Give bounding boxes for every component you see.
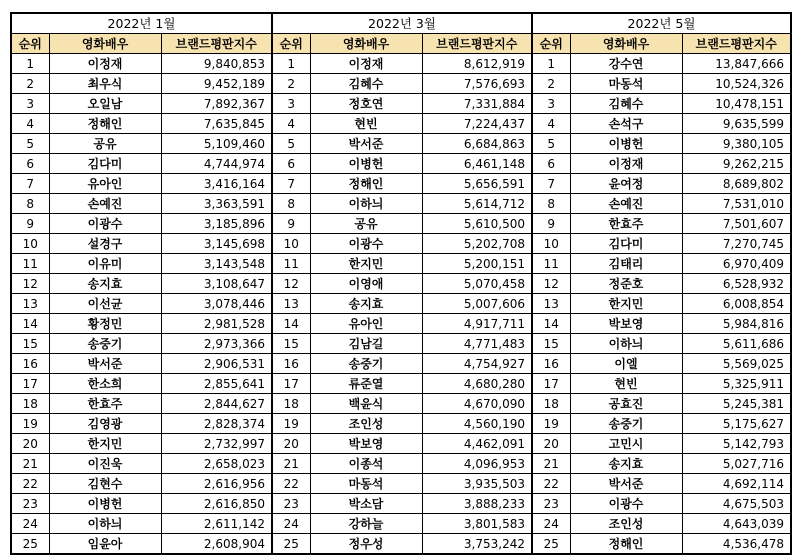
score-cell: 3,801,583 <box>422 514 532 534</box>
actor-name-cell: 이정재 <box>570 154 682 174</box>
actor-name-cell: 오일남 <box>49 94 161 114</box>
rank-cell: 25 <box>11 534 49 555</box>
rank-cell: 25 <box>532 534 570 555</box>
score-cell: 6,461,148 <box>422 154 532 174</box>
rank-cell: 1 <box>272 54 310 74</box>
rank-cell: 1 <box>11 54 49 74</box>
rank-cell: 19 <box>272 414 310 434</box>
rank-cell: 23 <box>532 494 570 514</box>
actor-name-cell: 한지민 <box>49 434 161 454</box>
rank-cell: 17 <box>532 374 570 394</box>
score-cell: 4,917,711 <box>422 314 532 334</box>
actor-name-cell: 윤여정 <box>570 174 682 194</box>
rank-cell: 18 <box>272 394 310 414</box>
actor-name-cell: 정호연 <box>310 94 422 114</box>
table-row <box>11 354 791 374</box>
rank-cell: 25 <box>272 534 310 555</box>
score-cell: 5,175,627 <box>682 414 791 434</box>
score-cell: 2,611,142 <box>161 514 272 534</box>
score-cell: 3,888,233 <box>422 494 532 514</box>
rank-cell: 15 <box>532 334 570 354</box>
actor-name-cell: 한효주 <box>570 214 682 234</box>
table-row <box>11 314 791 334</box>
score-cell: 2,616,956 <box>161 474 272 494</box>
actor-name-cell: 김다미 <box>49 154 161 174</box>
rank-cell: 22 <box>11 474 49 494</box>
score-cell: 4,675,503 <box>682 494 791 514</box>
table-row <box>11 154 791 174</box>
score-cell: 5,610,500 <box>422 214 532 234</box>
score-cell: 9,380,105 <box>682 134 791 154</box>
actor-name-cell: 정해인 <box>49 114 161 134</box>
score-cell: 2,616,850 <box>161 494 272 514</box>
score-cell: 5,984,816 <box>682 314 791 334</box>
column-header-actor: 영화배우 <box>570 34 682 54</box>
score-cell: 6,970,409 <box>682 254 791 274</box>
actor-name-cell: 조인성 <box>310 414 422 434</box>
actor-name-cell: 이선균 <box>49 294 161 314</box>
table-row <box>11 234 791 254</box>
score-cell: 8,612,919 <box>422 54 532 74</box>
table-row <box>11 534 791 555</box>
score-cell: 2,981,528 <box>161 314 272 334</box>
actor-name-cell: 임윤아 <box>49 534 161 555</box>
actor-name-cell: 최우식 <box>49 74 161 94</box>
actor-name-cell: 손예진 <box>570 194 682 214</box>
rank-cell: 10 <box>532 234 570 254</box>
rank-cell: 6 <box>532 154 570 174</box>
score-cell: 2,828,374 <box>161 414 272 434</box>
score-cell: 3,143,548 <box>161 254 272 274</box>
actor-name-cell: 설경구 <box>49 234 161 254</box>
rank-cell: 13 <box>11 294 49 314</box>
period-label: 2022년 1월 <box>11 13 272 34</box>
score-cell: 2,608,904 <box>161 534 272 555</box>
rank-cell: 14 <box>532 314 570 334</box>
score-cell: 5,109,460 <box>161 134 272 154</box>
rank-cell: 8 <box>532 194 570 214</box>
table-row <box>11 374 791 394</box>
actor-name-cell: 박보영 <box>310 434 422 454</box>
rank-cell: 18 <box>532 394 570 414</box>
rank-cell: 18 <box>11 394 49 414</box>
score-cell: 5,142,793 <box>682 434 791 454</box>
rank-cell: 5 <box>532 134 570 154</box>
rank-cell: 7 <box>532 174 570 194</box>
rank-cell: 3 <box>11 94 49 114</box>
rank-cell: 9 <box>272 214 310 234</box>
actor-name-cell: 한지민 <box>570 294 682 314</box>
score-cell: 5,569,025 <box>682 354 791 374</box>
actor-name-cell: 송지효 <box>49 274 161 294</box>
column-header-score: 브랜드평판지수 <box>161 34 272 54</box>
rank-cell: 14 <box>11 314 49 334</box>
score-cell: 3,935,503 <box>422 474 532 494</box>
table-row <box>11 414 791 434</box>
rank-cell: 20 <box>272 434 310 454</box>
table-row <box>11 94 791 114</box>
actor-name-cell: 유아인 <box>49 174 161 194</box>
rank-cell: 4 <box>11 114 49 134</box>
rank-cell: 9 <box>532 214 570 234</box>
table-row <box>11 494 791 514</box>
actor-name-cell: 정준호 <box>570 274 682 294</box>
actor-name-cell: 이정재 <box>310 54 422 74</box>
score-cell: 7,270,745 <box>682 234 791 254</box>
actor-name-cell: 현빈 <box>310 114 422 134</box>
actor-name-cell: 김혜수 <box>310 74 422 94</box>
actor-name-cell: 한효주 <box>49 394 161 414</box>
score-cell: 5,200,151 <box>422 254 532 274</box>
score-cell: 5,614,712 <box>422 194 532 214</box>
actor-name-cell: 류준열 <box>310 374 422 394</box>
actor-name-cell: 이광수 <box>49 214 161 234</box>
actor-name-cell: 김남길 <box>310 334 422 354</box>
rank-cell: 9 <box>11 214 49 234</box>
actor-name-cell: 강수연 <box>570 54 682 74</box>
score-cell: 2,973,366 <box>161 334 272 354</box>
rank-cell: 4 <box>272 114 310 134</box>
score-cell: 2,855,641 <box>161 374 272 394</box>
rank-cell: 13 <box>272 294 310 314</box>
table-row <box>11 254 791 274</box>
actor-name-cell: 이광수 <box>570 494 682 514</box>
rank-cell: 1 <box>532 54 570 74</box>
table-row <box>11 194 791 214</box>
score-cell: 5,202,708 <box>422 234 532 254</box>
table-row <box>11 274 791 294</box>
score-cell: 5,070,458 <box>422 274 532 294</box>
score-cell: 9,262,215 <box>682 154 791 174</box>
rank-cell: 13 <box>532 294 570 314</box>
score-cell: 5,611,686 <box>682 334 791 354</box>
table-row <box>11 474 791 494</box>
score-cell: 7,331,884 <box>422 94 532 114</box>
score-cell: 4,670,090 <box>422 394 532 414</box>
actor-name-cell: 김현수 <box>49 474 161 494</box>
actor-name-cell: 정해인 <box>310 174 422 194</box>
actor-name-cell: 마동석 <box>310 474 422 494</box>
table-row <box>11 214 791 234</box>
column-header-score: 브랜드평판지수 <box>422 34 532 54</box>
rank-cell: 16 <box>532 354 570 374</box>
rank-cell: 24 <box>532 514 570 534</box>
rank-cell: 10 <box>272 234 310 254</box>
score-cell: 2,732,997 <box>161 434 272 454</box>
rank-cell: 17 <box>272 374 310 394</box>
score-cell: 8,689,802 <box>682 174 791 194</box>
table-row <box>11 394 791 414</box>
score-cell: 9,840,853 <box>161 54 272 74</box>
actor-name-cell: 김혜수 <box>570 94 682 114</box>
actor-name-cell: 이정재 <box>49 54 161 74</box>
score-cell: 10,524,326 <box>682 74 791 94</box>
actor-name-cell: 손예진 <box>49 194 161 214</box>
rank-cell: 24 <box>272 514 310 534</box>
score-cell: 4,692,114 <box>682 474 791 494</box>
score-cell: 7,224,437 <box>422 114 532 134</box>
score-cell: 4,536,478 <box>682 534 791 555</box>
score-cell: 3,078,446 <box>161 294 272 314</box>
rank-cell: 23 <box>11 494 49 514</box>
actor-name-cell: 고민시 <box>570 434 682 454</box>
rank-cell: 23 <box>272 494 310 514</box>
actor-name-cell: 송중기 <box>310 354 422 374</box>
rank-cell: 10 <box>11 234 49 254</box>
score-cell: 2,844,627 <box>161 394 272 414</box>
table-row <box>11 174 791 194</box>
rank-cell: 2 <box>272 74 310 94</box>
actor-name-cell: 이영애 <box>310 274 422 294</box>
actor-name-cell: 공유 <box>49 134 161 154</box>
score-cell: 7,531,010 <box>682 194 791 214</box>
rank-cell: 7 <box>11 174 49 194</box>
actor-name-cell: 김다미 <box>570 234 682 254</box>
actor-name-cell: 김영광 <box>49 414 161 434</box>
actor-name-cell: 황정민 <box>49 314 161 334</box>
score-cell: 9,635,599 <box>682 114 791 134</box>
actor-name-cell: 박서준 <box>310 134 422 154</box>
rank-cell: 2 <box>11 74 49 94</box>
actor-name-cell: 김태리 <box>570 254 682 274</box>
rank-cell: 3 <box>272 94 310 114</box>
score-cell: 4,560,190 <box>422 414 532 434</box>
actor-name-cell: 이하늬 <box>49 514 161 534</box>
score-cell: 6,528,932 <box>682 274 791 294</box>
score-cell: 3,416,164 <box>161 174 272 194</box>
actor-name-cell: 이병헌 <box>570 134 682 154</box>
table-body <box>11 54 791 555</box>
score-cell: 2,658,023 <box>161 454 272 474</box>
table-row <box>11 434 791 454</box>
actor-name-cell: 이하늬 <box>310 194 422 214</box>
actor-name-cell: 마동석 <box>570 74 682 94</box>
actor-name-cell: 공유 <box>310 214 422 234</box>
rank-cell: 22 <box>532 474 570 494</box>
score-cell: 7,501,607 <box>682 214 791 234</box>
actor-name-cell: 박소담 <box>310 494 422 514</box>
table-row <box>11 454 791 474</box>
actor-name-cell: 백윤식 <box>310 394 422 414</box>
score-cell: 4,643,039 <box>682 514 791 534</box>
table-row <box>11 114 791 134</box>
rank-cell: 8 <box>272 194 310 214</box>
actor-name-cell: 조인성 <box>570 514 682 534</box>
score-cell: 4,096,953 <box>422 454 532 474</box>
actor-name-cell: 손석구 <box>570 114 682 134</box>
column-header-rank: 순위 <box>272 34 310 54</box>
table-row <box>11 334 791 354</box>
actor-brand-reputation-table <box>10 12 792 555</box>
actor-name-cell: 송중기 <box>570 414 682 434</box>
rank-cell: 20 <box>532 434 570 454</box>
score-cell: 10,478,151 <box>682 94 791 114</box>
actor-name-cell: 송지효 <box>310 294 422 314</box>
actor-name-cell: 현빈 <box>570 374 682 394</box>
actor-name-cell: 이병헌 <box>310 154 422 174</box>
score-cell: 3,108,647 <box>161 274 272 294</box>
score-cell: 4,462,091 <box>422 434 532 454</box>
column-header-actor: 영화배우 <box>310 34 422 54</box>
column-header-row <box>11 34 791 54</box>
actor-name-cell: 송지효 <box>570 454 682 474</box>
table-row <box>11 54 791 74</box>
actor-name-cell: 유아인 <box>310 314 422 334</box>
actor-name-cell: 박서준 <box>570 474 682 494</box>
rank-cell: 20 <box>11 434 49 454</box>
column-header-actor: 영화배우 <box>49 34 161 54</box>
actor-name-cell: 강하늘 <box>310 514 422 534</box>
rank-cell: 16 <box>11 354 49 374</box>
actor-name-cell: 정우성 <box>310 534 422 555</box>
period-header-row <box>11 13 791 34</box>
actor-name-cell: 이진욱 <box>49 454 161 474</box>
column-header-rank: 순위 <box>11 34 49 54</box>
rank-cell: 12 <box>532 274 570 294</box>
score-cell: 3,753,242 <box>422 534 532 555</box>
rank-cell: 19 <box>11 414 49 434</box>
rank-cell: 15 <box>11 334 49 354</box>
table-row <box>11 74 791 94</box>
rank-cell: 19 <box>532 414 570 434</box>
rank-cell: 16 <box>272 354 310 374</box>
rank-cell: 2 <box>532 74 570 94</box>
score-cell: 4,771,483 <box>422 334 532 354</box>
score-cell: 6,684,863 <box>422 134 532 154</box>
rank-cell: 14 <box>272 314 310 334</box>
actor-name-cell: 송중기 <box>49 334 161 354</box>
rank-cell: 5 <box>272 134 310 154</box>
rank-cell: 5 <box>11 134 49 154</box>
rank-cell: 21 <box>272 454 310 474</box>
table-row <box>11 514 791 534</box>
rank-cell: 22 <box>272 474 310 494</box>
actor-name-cell: 이종석 <box>310 454 422 474</box>
score-cell: 3,145,698 <box>161 234 272 254</box>
rank-cell: 21 <box>532 454 570 474</box>
actor-name-cell: 박서준 <box>49 354 161 374</box>
score-cell: 9,452,189 <box>161 74 272 94</box>
rank-cell: 24 <box>11 514 49 534</box>
rank-cell: 11 <box>11 254 49 274</box>
rank-cell: 17 <box>11 374 49 394</box>
rank-cell: 11 <box>532 254 570 274</box>
score-cell: 7,635,845 <box>161 114 272 134</box>
period-label: 2022년 3월 <box>272 13 532 34</box>
score-cell: 5,007,606 <box>422 294 532 314</box>
actor-name-cell: 한소희 <box>49 374 161 394</box>
rank-cell: 4 <box>532 114 570 134</box>
score-cell: 5,245,381 <box>682 394 791 414</box>
rank-cell: 7 <box>272 174 310 194</box>
actor-name-cell: 이광수 <box>310 234 422 254</box>
score-cell: 7,892,367 <box>161 94 272 114</box>
score-cell: 4,680,280 <box>422 374 532 394</box>
score-cell: 13,847,666 <box>682 54 791 74</box>
score-cell: 3,185,896 <box>161 214 272 234</box>
table-row <box>11 294 791 314</box>
rankings-table-container <box>10 12 790 555</box>
rank-cell: 6 <box>272 154 310 174</box>
actor-name-cell: 이엘 <box>570 354 682 374</box>
score-cell: 5,027,716 <box>682 454 791 474</box>
score-cell: 6,008,854 <box>682 294 791 314</box>
rank-cell: 12 <box>272 274 310 294</box>
rank-cell: 15 <box>272 334 310 354</box>
rank-cell: 6 <box>11 154 49 174</box>
actor-name-cell: 이유미 <box>49 254 161 274</box>
actor-name-cell: 박보영 <box>570 314 682 334</box>
actor-name-cell: 이하늬 <box>570 334 682 354</box>
actor-name-cell: 한지민 <box>310 254 422 274</box>
actor-name-cell: 정해인 <box>570 534 682 555</box>
column-header-score: 브랜드평판지수 <box>682 34 791 54</box>
rank-cell: 21 <box>11 454 49 474</box>
score-cell: 3,363,591 <box>161 194 272 214</box>
score-cell: 2,906,531 <box>161 354 272 374</box>
score-cell: 5,325,911 <box>682 374 791 394</box>
score-cell: 4,754,927 <box>422 354 532 374</box>
rank-cell: 12 <box>11 274 49 294</box>
table-row <box>11 134 791 154</box>
rank-cell: 8 <box>11 194 49 214</box>
score-cell: 5,656,591 <box>422 174 532 194</box>
score-cell: 7,576,693 <box>422 74 532 94</box>
column-header-rank: 순위 <box>532 34 570 54</box>
rank-cell: 3 <box>532 94 570 114</box>
actor-name-cell: 공효진 <box>570 394 682 414</box>
period-label: 2022년 5월 <box>532 13 791 34</box>
score-cell: 4,744,974 <box>161 154 272 174</box>
actor-name-cell: 이병헌 <box>49 494 161 514</box>
rank-cell: 11 <box>272 254 310 274</box>
